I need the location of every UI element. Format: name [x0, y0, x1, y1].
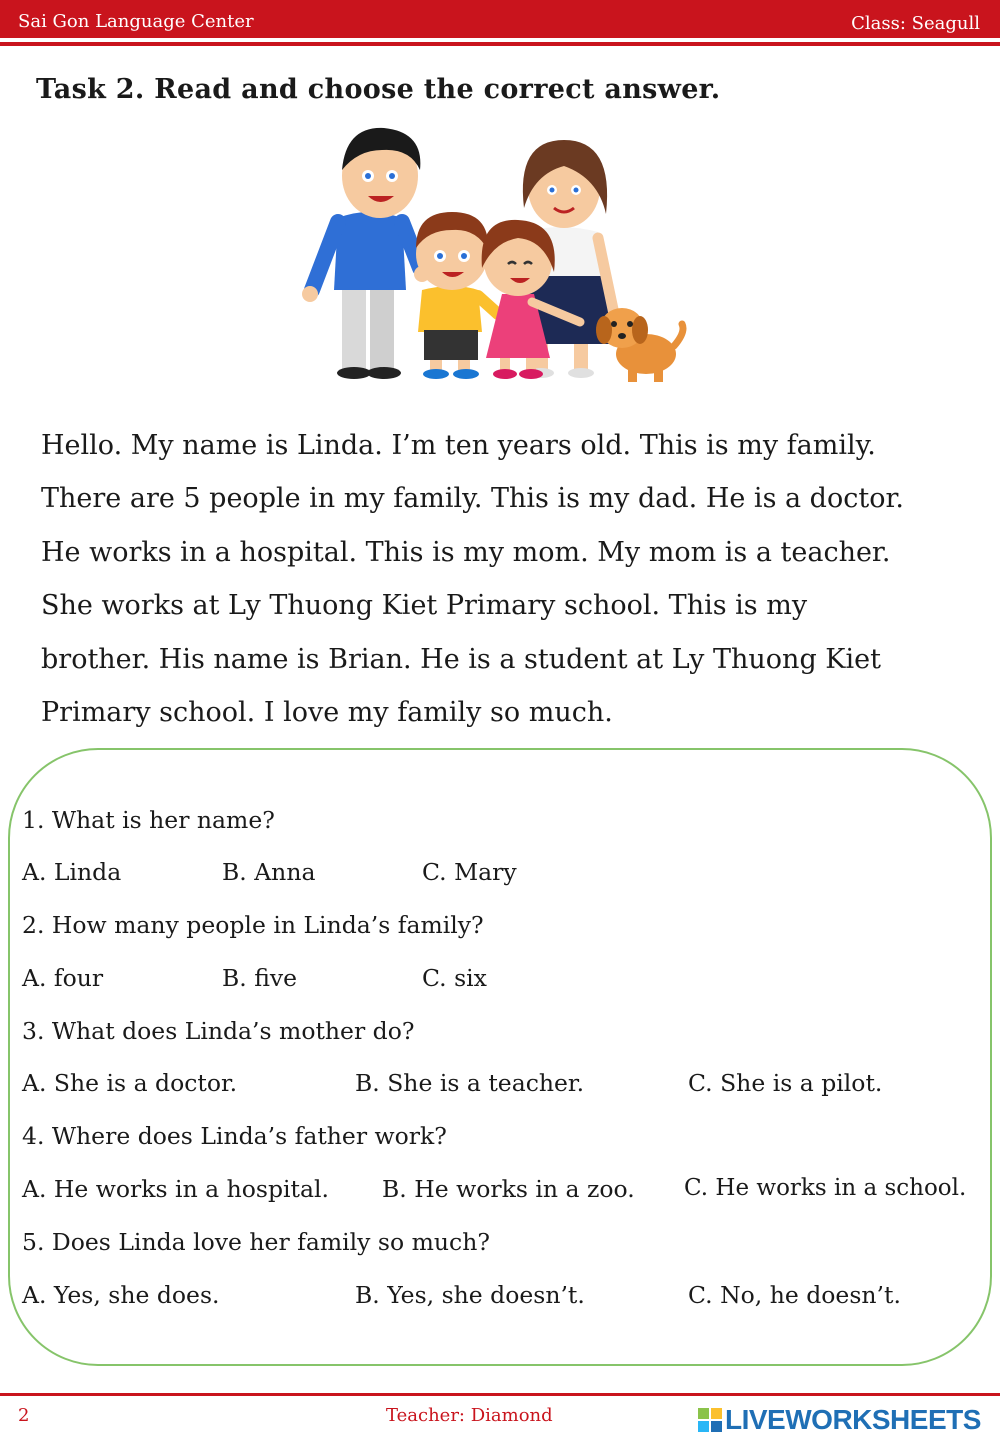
question-3-option-a[interactable]: A. She is a doctor.: [22, 1069, 238, 1097]
question-2: 2. How many people in Linda’s family?: [22, 911, 484, 939]
teacher-label: Teacher: Diamond: [386, 1405, 553, 1426]
question-2-option-b[interactable]: B. five: [222, 964, 298, 992]
question-3-option-b[interactable]: B. She is a teacher.: [355, 1069, 585, 1097]
passage-line: Hello. My name is Linda. I’m ten years old. This is my family.: [41, 430, 876, 461]
question-5-option-b[interactable]: B. Yes, she doesn’t.: [355, 1281, 585, 1309]
passage-line: She works at Ly Thuong Kiet Primary school. This is my: [41, 590, 808, 622]
passage-line: He works in a hospital. This is my mom. My mom is a teacher.: [41, 536, 891, 568]
header-bar: [0, 0, 1000, 38]
dog-figure: [596, 308, 683, 382]
question-4-option-c[interactable]: C. He works in a school.: [684, 1175, 967, 1201]
question-1-option-b[interactable]: B. Anna: [222, 858, 316, 886]
question-2-option-a[interactable]: A. four: [22, 964, 104, 992]
question-3-option-c[interactable]: C. She is a pilot.: [688, 1069, 883, 1097]
question-5-option-c[interactable]: C. No, he doesn’t.: [688, 1281, 901, 1309]
question-1-option-a[interactable]: A. Linda: [22, 858, 122, 886]
center-name: Sai Gon Language Center: [18, 11, 254, 32]
question-3: 3. What does Linda’s mother do?: [22, 1017, 415, 1045]
question-5: 5. Does Linda love her family so much?: [22, 1228, 490, 1256]
class-label: Class: Seagull: [851, 13, 980, 34]
logo-blocks-icon: [697, 1407, 723, 1433]
dad-figure: [302, 128, 430, 379]
page-number: 2: [18, 1405, 30, 1426]
questions-box: [8, 748, 992, 1366]
passage-line: There are 5 people in my family. This is my dad. He is a doctor.: [41, 483, 904, 515]
footer-divider: [0, 1393, 1000, 1396]
family-illustration: [298, 118, 688, 396]
question-2-option-c[interactable]: C. six: [422, 964, 487, 992]
task-title: Task 2. Read and choose the correct answer.: [36, 74, 721, 105]
question-4-option-b[interactable]: B. He works in a zoo.: [382, 1175, 635, 1203]
question-4-option-a[interactable]: A. He works in a hospital.: [22, 1175, 329, 1203]
question-1: 1. What is her name?: [22, 806, 275, 834]
header-divider: [0, 42, 1000, 46]
passage-line: Primary school. I love my family so much.: [41, 696, 613, 728]
reading-passage: [41, 424, 981, 744]
question-4: 4. Where does Linda’s father work?: [22, 1122, 447, 1150]
question-1-option-c[interactable]: C. Mary: [422, 858, 517, 886]
logo-text: LIVEWORKSHEETS: [725, 1404, 981, 1435]
passage-line: brother. His name is Brian. He is a student at Ly Thuong Kiet: [41, 643, 881, 675]
question-5-option-a[interactable]: A. Yes, she does.: [22, 1281, 220, 1309]
